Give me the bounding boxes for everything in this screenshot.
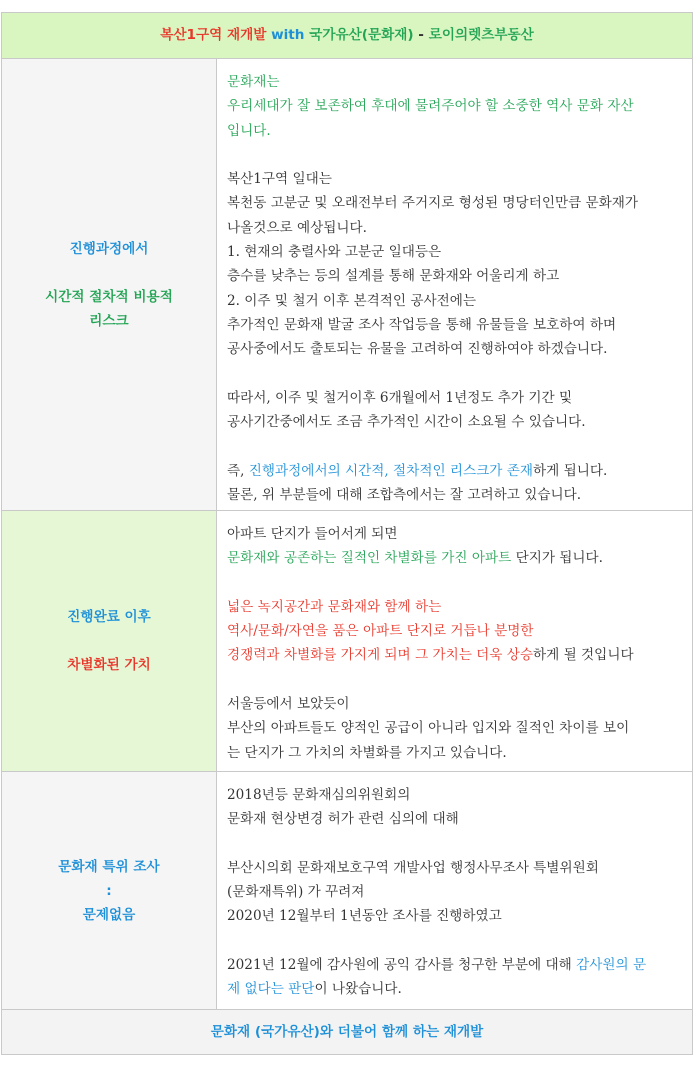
content-line: 아파트 단지가 들어서게 되면 [227,526,398,542]
row-label-survey [2,772,217,1009]
content-line: 2018년등 문화재심의위원회의 [227,787,411,803]
row-content-risk [217,59,692,510]
content-line [227,643,682,667]
row-label-line: 진행완료 이후 [67,609,151,625]
content-line: 넓은 녹지공간과 문화재와 함께 하는 [227,598,442,615]
content-text: 2021년 12월에 감사원에 공익 감사를 청구한 부분에 대해 [227,957,577,974]
table-footer [2,1010,692,1054]
header-title-part2: with [266,27,310,43]
content-line: 2. 이주 및 철거 이후 본격적인 공사전에는 [227,292,476,309]
content-line: 나올것으로 예상됩니다. [227,219,367,236]
content-highlight: 제 없다는 판단 [227,981,315,998]
row-label-value [2,511,217,771]
footer-text: 문화재 (국가유산)와 더불어 함께 하는 재개발 [210,1024,484,1040]
header-title-part5: 로이의렛츠부동산 [428,27,534,43]
content-highlight: 경쟁력과 차별화를 가지게 되며 그 가치는 더욱 상승 [227,647,534,664]
content-line: 물론, 위 부분들에 대해 조합측에서는 잘 고려하고 있습니다. [227,487,582,504]
row-label-line: 시간적 절차적 비용적 [45,288,173,305]
content-line: 문화재는 [227,74,280,90]
row-label-line: 리스크 [89,312,129,329]
content-line [227,546,682,570]
content-line: 공사기간중에서도 조금 추가적인 시간이 소요될 수 있습니다. [227,414,586,431]
content-line [227,953,682,977]
content-line: 우리세대가 잘 보존하여 후대에 물려주어야 할 소중한 역사 문화 자산 [227,98,634,115]
content-text: 하게 됩니다. [533,462,608,479]
content-line: 따라서, 이주 및 철거이후 6개월에서 1년정도 추가 기간 및 [227,389,573,406]
content-line: 복천동 고분군 및 오래전부터 주거지로 형성된 명당터인만큼 문화재가 [227,195,639,212]
content-highlight: 진행과정에서의 시간적, 절차적인 리스크가 존재 [248,462,534,479]
row-label-risk [2,59,217,510]
content-line: 1. 현재의 충렬사와 고분군 일대등은 [227,244,442,261]
content-line: 층수를 낮추는 등의 설계를 통해 문화재와 어울리게 하고 [227,268,560,285]
table-row-risk [2,59,692,511]
content-line [227,459,682,483]
row-content-value [217,511,692,771]
content-highlight: 문화재와 공존하는 질적인 차별화를 가진 아파트 [227,550,512,567]
content-line: 문화재 현상변경 허가 관련 심의에 대해 [227,811,459,828]
content-line: 는 단지가 그 가치의 차별화를 가지고 있습니다. [227,744,507,761]
row-label-line: : [106,882,112,899]
row-label-line: 진행과정에서 [69,240,149,257]
content-line: 복산1구역 일대는 [227,171,332,188]
content-line: 부산의 아파트들도 양적인 공급이 아니라 입지와 질적인 차이를 보이 [227,720,630,737]
content-line [227,977,682,1001]
content-line: 입니다. [227,122,271,139]
content-text: 즉, [227,462,249,479]
content-line: 부산시의회 문화재보호구역 개발사업 행정사무조사 특별위원회 [227,859,599,876]
row-label-line: 문제없음 [82,906,136,923]
content-line: 역사/문화/자연을 품은 아파트 단지로 거듭나 분명한 [227,623,534,640]
content-line: 추가적인 문화재 발굴 조사 작업등을 통해 유물들을 보호하여 하며 [227,316,617,333]
content-text: 하게 될 것입니다 [533,647,634,664]
row-label-line: 문화재 특위 조사 [58,858,160,875]
info-table [1,12,693,1055]
row-label-line: 차별화된 가치 [67,657,151,673]
row-content-survey [217,772,692,1009]
content-highlight: 감사원의 문 [576,957,647,974]
header-title-part3: 국가유산(문화재) [309,27,414,43]
header-title-part4: - [413,27,429,43]
content-text: 이 나왔습니다. [314,981,402,998]
header-title-part1: 복산1구역 재개발 [160,27,267,43]
table-row-survey [2,772,692,1010]
content-line: (문화재특위) 가 꾸려져 [227,884,365,901]
content-line: 2020년 12월부터 1년동안 조사를 진행하였고 [227,908,502,925]
content-line: 공사중에서도 출토되는 유물을 고려하여 진행하여야 하겠습니다. [227,341,608,358]
content-line: 서울등에서 보았듯이 [227,696,350,713]
table-row-value [2,511,692,772]
content-text: 단지가 됩니다. [511,550,604,567]
table-header [2,13,692,59]
